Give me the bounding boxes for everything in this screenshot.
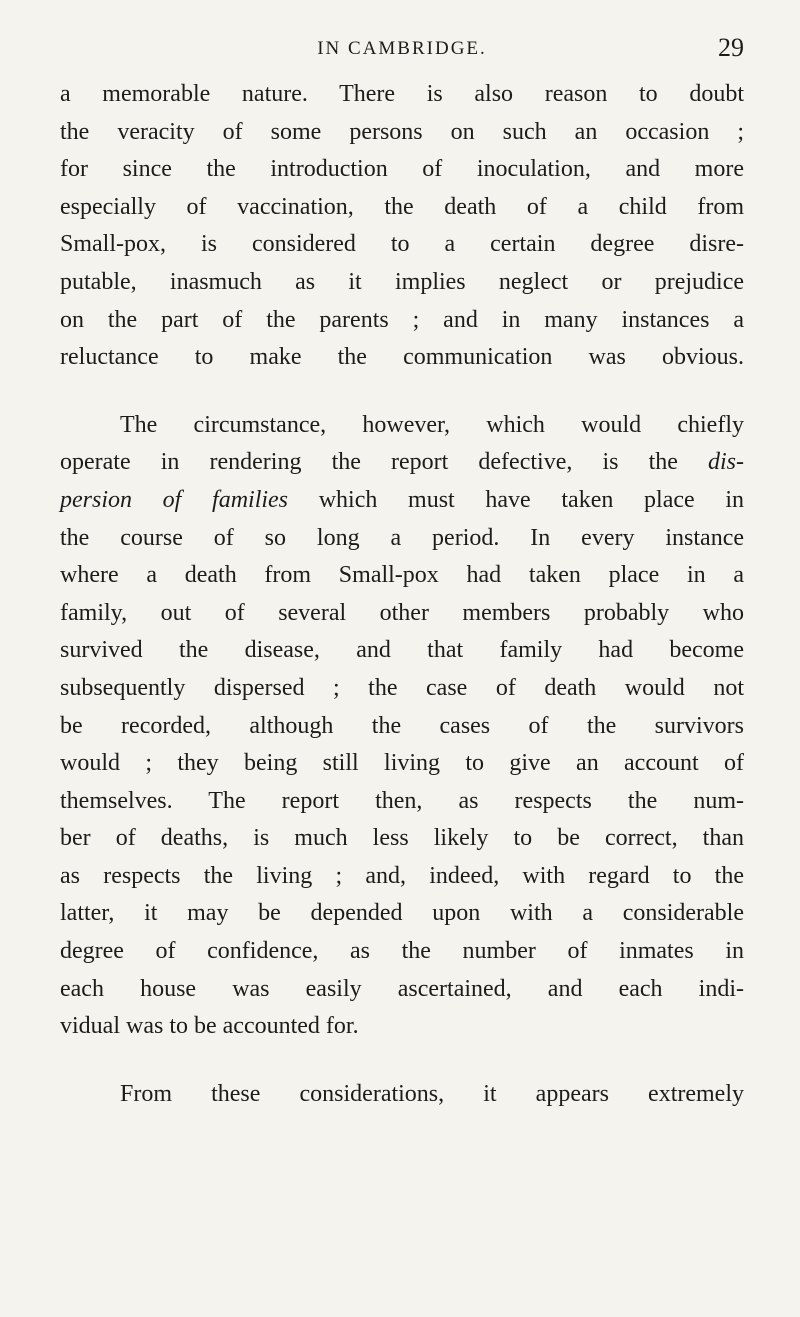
text-line: survived the disease, and that family had become: [60, 637, 744, 664]
text-line: degree of confidence, as the number of inmates in: [60, 938, 744, 965]
text-segment: which must have taken place in: [288, 486, 744, 513]
text-line: Small-pox, is considered to a certain degree disre-: [60, 231, 744, 258]
text-line: [60, 482, 744, 520]
book-page: [60, 33, 744, 1113]
text-line: the veracity of some persons on such an occasion ;: [60, 118, 744, 145]
italic-text: persion of families: [60, 486, 289, 513]
paragraph-3: [60, 1076, 744, 1114]
text-line: [60, 444, 744, 482]
italic-text: dis-: [708, 449, 744, 476]
text-line: be recorded, although the cases of the survivors: [60, 712, 744, 739]
text-line: each house was easily ascertained, and each indi-: [60, 975, 744, 1002]
text-line: would ; they being still living to give an account of: [60, 750, 744, 777]
text-line: reluctance to make the communication was obvious.: [60, 344, 744, 371]
text-line: subsequently dispersed ; the case of death would not: [60, 674, 744, 701]
text-line: vidual was to be accounted for.: [60, 1013, 359, 1040]
text-line: on the part of the parents ; and in many instances a: [60, 306, 744, 333]
text-line: the course of so long a period. In every instance: [60, 524, 744, 551]
text-line: as respects the living ; and, indeed, with regard to the: [60, 862, 744, 889]
paragraph-2: [60, 407, 744, 1046]
text-line: putable, inasmuch as it implies neglect or prejudice: [60, 268, 744, 295]
text-line: a memorable nature. There is also reason to doubt: [60, 81, 744, 107]
page-number: 29: [718, 33, 744, 62]
text-line: themselves. The report then, as respects the num-: [60, 787, 744, 814]
text-line: latter, it may be depended upon with a considerable: [60, 900, 744, 927]
text-segment: operate in rendering the report defective, is the: [60, 449, 708, 476]
text-line: From these considerations, it appears extremely: [120, 1080, 744, 1107]
paragraph-gap: [60, 1046, 744, 1076]
running-title: IN CAMBRIDGE.: [317, 38, 487, 59]
text-line: for since the introduction of inoculation, and more: [60, 156, 744, 183]
text-line: especially of vaccination, the death of a child from: [60, 193, 744, 220]
text-line: where a death from Small-pox had taken place in a: [60, 562, 744, 589]
text-line: ber of deaths, is much less likely to be correct, than: [60, 825, 744, 852]
text-line: The circumstance, however, which would chiefly: [120, 411, 744, 438]
running-head: [60, 33, 744, 76]
text-line: family, out of several other members probably who: [60, 599, 744, 626]
paragraph-1: [60, 76, 744, 377]
paragraph-gap: [60, 377, 744, 407]
